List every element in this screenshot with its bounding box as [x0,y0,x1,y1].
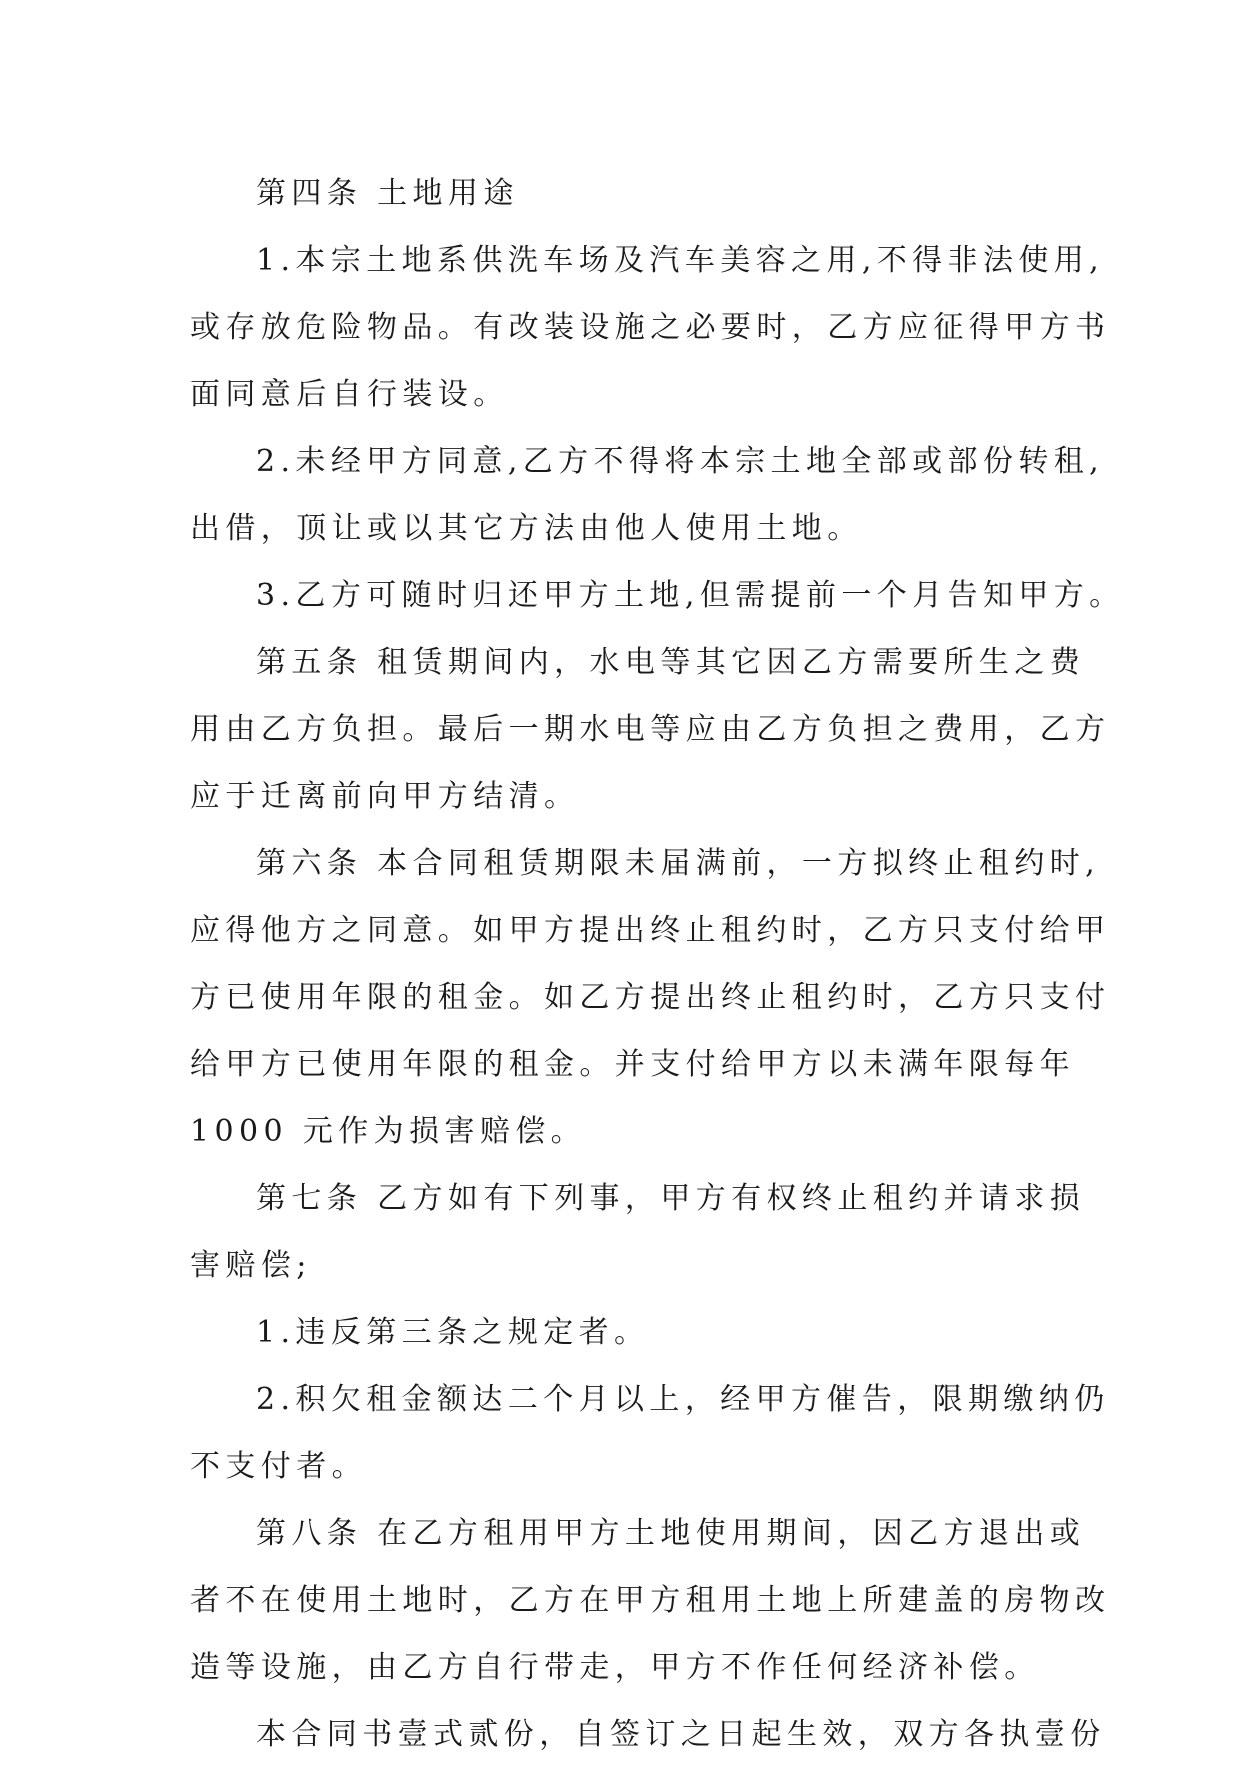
document-line: 不支付者。 [190,1449,367,1484]
document-line: 应于迁离前向甲方结清。 [190,779,580,814]
document-line: 1.违反第三条之规定者。 [256,1315,650,1350]
document-line: 方已使用年限的租金。如乙方提出终止租约时，乙方只支付 [190,980,1111,1015]
document-line: 第六条 本合同租赁期限未届满前，一方拟终止租约时, [256,846,1101,881]
document-line: 或存放危险物品。有改装设施之必要时，乙方应征得甲方书 [190,310,1111,345]
document-line: 给甲方已使用年限的租金。并支付给甲方以未满年限每年 [190,1047,1075,1082]
document-line: 出借，顶让或以其它方法由他人使用土地。 [190,511,863,546]
document-line: 第八条 在乙方租用甲方土地使用期间，因乙方退出或 [256,1516,1086,1551]
document-line: 3.乙方可随时归还甲方土地,但需提前一个月告知甲方。 [256,578,1125,613]
document-line: 第五条 租赁期间内，水电等其它因乙方需要所生之费 [256,645,1086,680]
document-line: 第七条 乙方如有下列事，甲方有权终止租约并请求损 [256,1181,1086,1216]
document-line: 本合同书壹式贰份，自签订之日起生效，双方各执壹份 [256,1717,1106,1752]
document-line: 1000 元作为损害赔偿。 [190,1114,587,1149]
document-line: 者不在使用土地时，乙方在甲方租用土地上所建盖的房物改 [190,1583,1111,1618]
document-line: 面同意后自行装设。 [190,377,509,412]
document-body [190,160,1125,1768]
document-line: 2.积欠租金额达二个月以上，经甲方催告，限期缴纳仍 [256,1382,1110,1417]
document-line: 1.本宗土地系供洗车场及汽车美容之用,不得非法使用, [256,243,1105,278]
document-line: 应得他方之同意。如甲方提出终止租约时，乙方只支付给甲 [190,913,1111,948]
document-line: 害赔偿; [190,1248,312,1283]
document-line: 用由乙方负担。最后一期水电等应由乙方负担之费用，乙方 [190,712,1111,747]
document-line: 造等设施，由乙方自行带走，甲方不作任何经济补偿。 [190,1650,1040,1685]
document-line: 第四条 土地用途 [256,176,519,211]
document-line: 2.未经甲方同意,乙方不得将本宗土地全部或部份转租, [256,444,1105,479]
